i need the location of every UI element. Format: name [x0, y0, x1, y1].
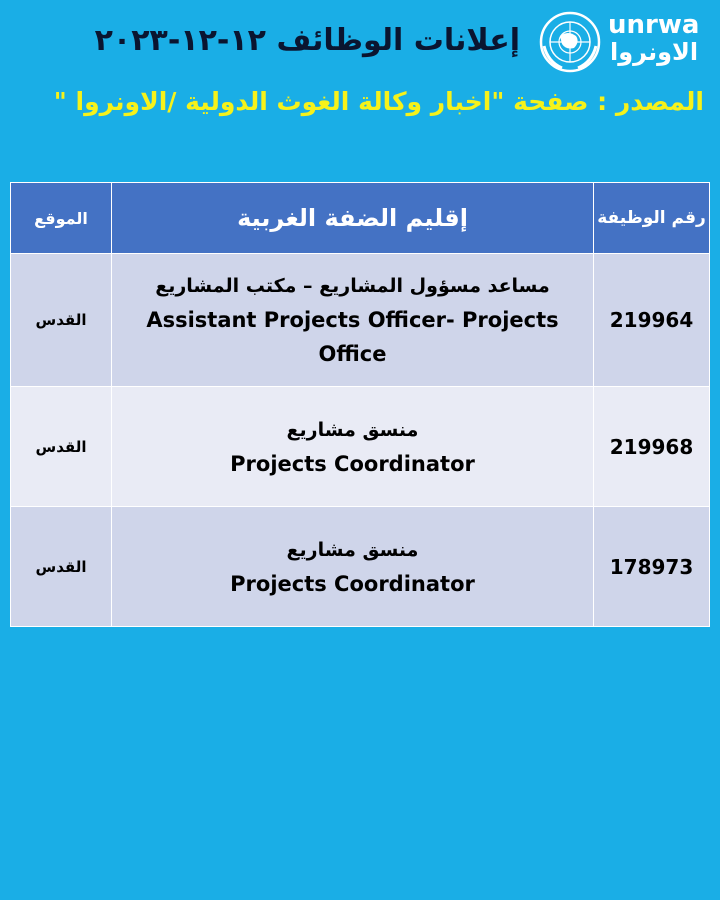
job-location: القدس: [11, 254, 112, 387]
job-title-arabic: مساعد مسؤول المشاريع – مكتب المشاريع: [155, 275, 550, 297]
table-header-row: [11, 183, 710, 254]
table-row: [11, 387, 710, 507]
job-number: 178973: [594, 507, 710, 627]
job-title: [112, 507, 594, 627]
unrwa-logo: [538, 8, 708, 72]
job-title: [112, 254, 594, 387]
job-title-arabic: منسق مشاريع: [286, 418, 419, 441]
job-number: 219964: [594, 254, 710, 387]
source-text: المصدر : صفحة "اخبار وكالة الغوث الدولية /الاونروا ": [53, 87, 704, 116]
job-title-arabic: منسق مشاريع: [286, 538, 419, 561]
page-title: إعلانات الوظائف ١٢-١٢-٢٠٢٣: [94, 23, 520, 58]
job-location: القدس: [11, 387, 112, 507]
job-title-english: Projects Coordinator: [230, 451, 475, 476]
logo-text-english: unrwa: [608, 10, 700, 40]
job-title: [112, 387, 594, 507]
table-row: [11, 507, 710, 627]
job-title-english: Projects Coordinator: [230, 571, 475, 596]
table-row: [11, 254, 710, 387]
header-region: إقليم الضفة الغربية: [112, 183, 594, 254]
job-title-english: Assistant Projects Officer- Projects Office: [146, 308, 559, 366]
header-location: الموقع: [11, 183, 112, 254]
job-number: 219968: [594, 387, 710, 507]
logo-text-arabic: الاونروا: [610, 38, 699, 66]
header-job-number: رقم الوظيفة: [594, 183, 710, 254]
jobs-table: [10, 182, 710, 627]
un-emblem-icon: [538, 10, 602, 74]
job-location: القدس: [11, 507, 112, 627]
